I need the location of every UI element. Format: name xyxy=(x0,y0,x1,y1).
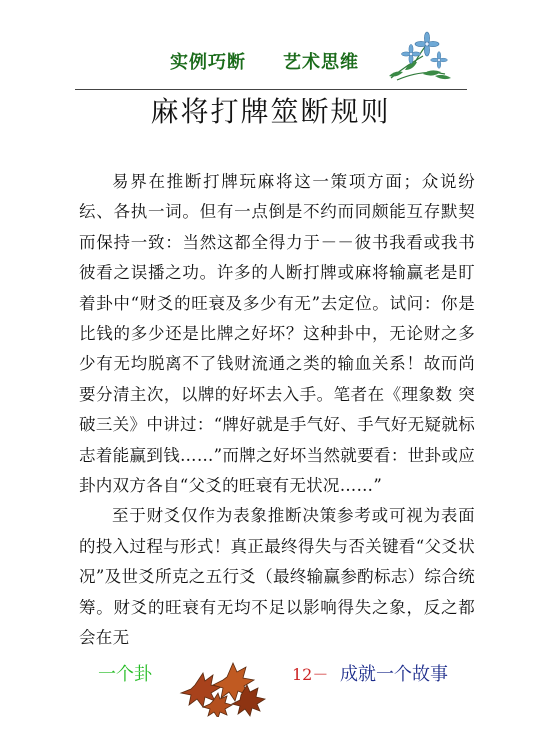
header-tag-left: 实例巧断 xyxy=(170,52,246,73)
body-text xyxy=(79,167,475,654)
blue-flower-icon xyxy=(383,30,455,82)
footer-left-text: 一个卦 xyxy=(98,664,152,685)
maple-leaves-icon xyxy=(175,655,275,717)
header-tag-right: 艺术思维 xyxy=(283,52,359,73)
page-number: 12－ xyxy=(292,665,329,684)
footer-right-text: 成就一个故事 xyxy=(340,664,448,685)
paragraph: 至于财爻仅作为表象推断决策参考或可视为表面的投入过程与形式！真正最终得失与否关键看“父爻状况”及世爻所克之五行爻（最终输赢参酌标志）综合统筹。财爻的旺衰有无均不足以影响得失之象，反之都会在无 xyxy=(79,506,475,648)
page-title: 麻将打牌筮断规则 xyxy=(150,95,391,128)
header-divider xyxy=(75,89,467,90)
paragraph: 易界在推断打牌玩麻将这一策项方面；众说纷纭、各执一词。但有一点倒是不约而同颇能互存默契而保持一致：当然这都全得力于－－彼书我看或我书彼看之误播之功。许多的人断打牌或麻将输赢老是盯着卦中“财爻的旺衰及多少有无”去定位。试问：你是比钱的多少还是比牌之好坏？这种卦中，无论财之多少有无均脱离不了钱财流通之类的输血关系！故而尚要分清主次，以牌的好坏去入手。笔者在《理象数 突破三关》中讲过：“牌好就是手气好、手气好无疑就标志着能赢到钱……”而牌之好坏当然就要看：世卦或应卦内双方各自“父爻的旺衰有无状况……” xyxy=(79,172,475,496)
